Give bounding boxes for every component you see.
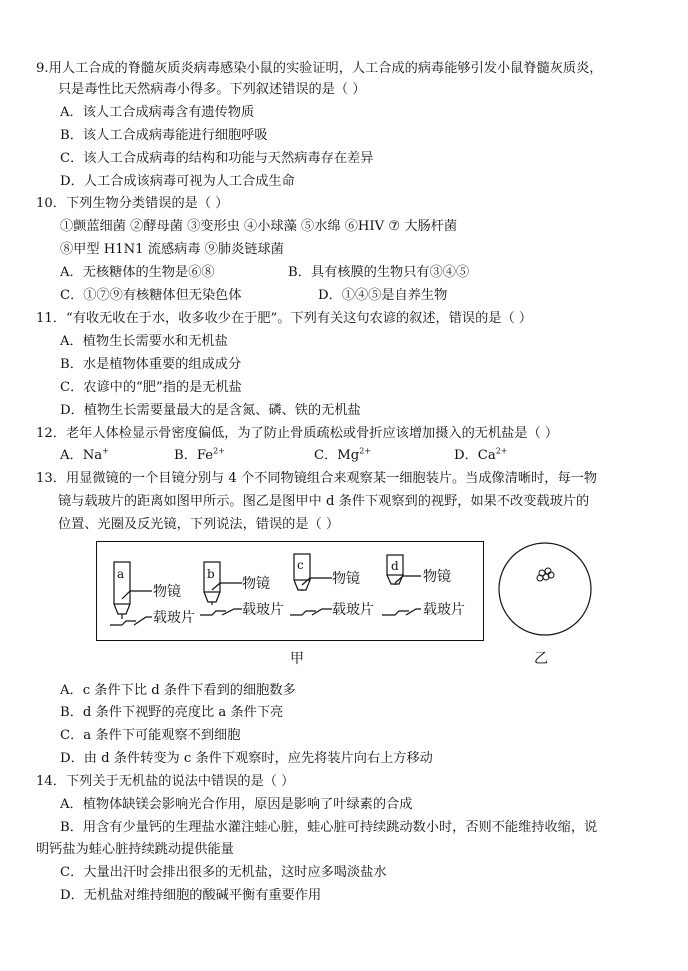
q12-stem: 12．老年人体检显示骨密度偏低，为了防止骨质疏松或骨折应该增加摄入的无机盐是（ ） [36, 426, 559, 441]
lens-letter-d: d [391, 559, 399, 573]
q10-organism-list-1: ①颤蓝细菌 ②酵母菌 ③变形虫 ④小球藻 ⑤水绵 ⑥HIV ⑦ 大肠杆菌 [60, 219, 458, 234]
slide-label-a: 载玻片 [153, 610, 195, 626]
slide-label-b: 载玻片 [242, 602, 284, 618]
cell-cluster [537, 568, 554, 581]
q9-option-b: B．该人工合成病毒能进行细胞呼吸 [60, 128, 268, 143]
objective-label-b: 物镜 [242, 576, 270, 592]
q9-option-a: A．该人工合成病毒含有遗传物质 [60, 105, 255, 120]
q10-option-c: C．①⑦⑨有核糖体但无染色体 [60, 288, 242, 303]
q14-stem: 14．下列关于无机盐的说法中错误的是（ ） [36, 774, 295, 789]
q12-option-b: B．$Fe^{2+}$ [174, 446, 225, 463]
q11-option-d: D．植物生长需要量最大的是含氮、磷、铁的无机盐 [60, 403, 361, 418]
q14-option-a: A．植物体缺镁会影响光合作用，原因是影响了叶绿素的合成 [60, 797, 413, 812]
q11-option-c: C．农谚中的“肥”指的是无机盐 [60, 380, 242, 395]
lens-letter-a: a [117, 567, 125, 581]
objective-label-a: 物镜 [153, 584, 181, 600]
q10-option-b: B．具有核膜的生物只有③④⑤ [288, 265, 470, 280]
caption-yi: 乙 [534, 651, 548, 667]
q9-option-d: D．人工合成该病毒可视为人工合成生命 [60, 174, 295, 189]
q13-stem-line3: 位置、光圈及反光镜，下列说法，错误的是（ ） [58, 517, 340, 532]
q14-option-b-line1: B．用含有少量钙的生理盐水灌注蛙心脏，蛙心脏可持续跳动数小时，否则不能维持收缩，说 [60, 820, 598, 835]
q13-option-b: B．d 条件下视野的亮度比 a 条件下亮 [60, 705, 284, 720]
q9-stem-line2: 只是毒性比天然病毒小得多。下列叙述错误的是（ ） [58, 82, 366, 97]
objective-label-d: 物镜 [423, 569, 451, 585]
q14-option-b-line2: 明钙盐为蛙心脏持续跳动提供能量 [36, 842, 234, 857]
q10-option-d: D．①④⑤是自养生物 [318, 288, 448, 303]
q11-stem: 11．“有收无收在于水，收多收少在于肥”。下列有关这句农谚的叙述，错误的是（ ） [36, 311, 533, 326]
q9-option-c: C．该人工合成病毒的结构和功能与天然病毒存在差异 [60, 151, 374, 166]
view-circle [499, 543, 591, 635]
q9-stem-line1: 9.用人工合成的脊髓灰质炎病毒感染小鼠的实验证明，人工合成的病毒能够引发小鼠脊髓灰质炎， [36, 61, 603, 76]
q13-stem-line1: 13．用显微镜的一个目镜分别与 4 个不同物镜组合来观察某一细胞装片。当成像清晰时，每一物 [36, 471, 598, 486]
figure-yi-field-of-view [490, 540, 600, 640]
q13-option-c: C．a 条件下可能观察不到细胞 [60, 728, 241, 743]
slide-label-d: 载玻片 [423, 602, 465, 618]
q12-option-d: D．$Ca^{2+}$ [454, 446, 508, 463]
q13-option-a: A．c 条件下比 d 条件下看到的细胞数多 [60, 683, 296, 698]
q10-stem: 10．下列生物分类错误的是（ ） [36, 196, 229, 211]
lens-letter-b: b [207, 567, 215, 581]
objective-label-c: 物镜 [332, 571, 360, 587]
lens-letter-c: c [297, 558, 304, 572]
caption-jia: 甲 [290, 651, 304, 667]
q12-option-c: C．$Mg^{2+}$ [314, 446, 372, 463]
figure-jia-objectives [96, 541, 486, 643]
q13-option-d: D．由 d 条件转变为 c 条件下观察时，应先将装片向右上方移动 [60, 751, 433, 766]
q12-option-a: A．Na+ [60, 446, 109, 463]
q14-option-c: C．大量出汗时会排出很多的无机盐，这时应多喝淡盐水 [60, 865, 387, 880]
q14-option-d: D．无机盐对维持细胞的酸碱平衡有重要作用 [60, 888, 322, 903]
q10-organism-list-2: ⑧甲型 H1N1 流感病毒 ⑨肺炎链球菌 [60, 242, 284, 257]
q10-option-a: A．无核糖体的生物是⑥⑧ [60, 265, 215, 280]
q11-option-a: A．植物生长需要水和无机盐 [60, 334, 228, 349]
q11-option-b: B．水是植物体重要的组成成分 [60, 357, 242, 372]
q13-stem-line2: 镜与载玻片的距离如图甲所示。图乙是图甲中 d 条件下观察到的视野，如果不改变载玻片的 [58, 494, 590, 509]
slide-label-c: 载玻片 [332, 602, 374, 618]
